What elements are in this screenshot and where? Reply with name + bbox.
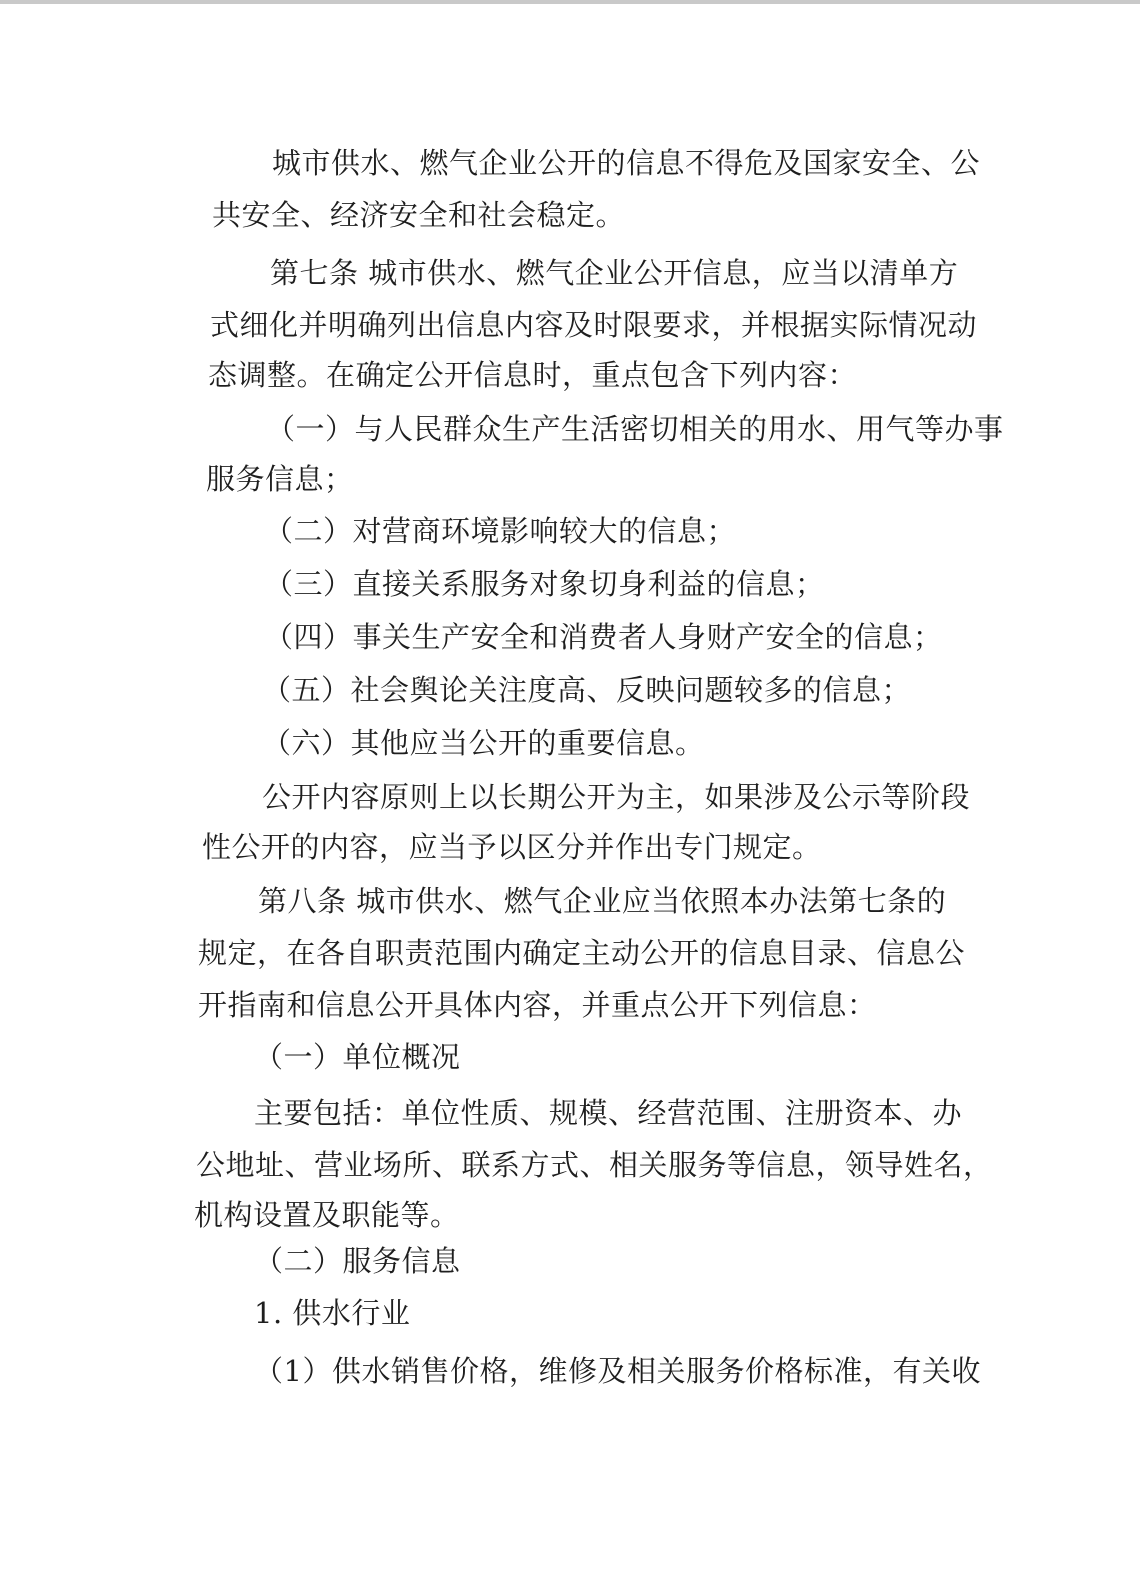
text-line: 态调整。在确定公开信息时，重点包含下列内容： — [208, 358, 858, 392]
text-line: 主要包括：单位性质、规模、经营范围、注册资本、办 — [254, 1096, 963, 1130]
text-line: 机构设置及职能等。 — [194, 1198, 460, 1232]
text-line: 1. 供水行业 — [254, 1296, 411, 1330]
text-line: 性公开的内容，应当予以区分并作出专门规定。 — [202, 830, 822, 864]
text-line: （二）对营商环境影响较大的信息； — [264, 514, 737, 548]
text-line: 公开内容原则上以长期公开为主，如果涉及公示等阶段 — [262, 780, 971, 814]
text-line: （五）社会舆论关注度高、反映问题较多的信息； — [262, 673, 912, 707]
text-line: 式细化并明确列出信息内容及时限要求，并根据实际情况动 — [210, 308, 978, 342]
text-line: （三）直接关系服务对象切身利益的信息； — [264, 567, 825, 601]
text-line: 第八条 城市供水、燃气企业应当依照本办法第七条的 — [258, 884, 947, 918]
text-line: （六）其他应当公开的重要信息。 — [262, 726, 705, 760]
text-line: （四）事关生产安全和消费者人身财产安全的信息； — [264, 620, 943, 654]
text-line: （二）服务信息 — [254, 1244, 461, 1278]
text-line: 第七条 城市供水、燃气企业公开信息，应当以清单方 — [270, 256, 959, 290]
text-line: 共安全、经济安全和社会稳定。 — [212, 198, 626, 232]
text-line: （1）供水销售价格，维修及相关服务价格标准，有关收 — [254, 1354, 981, 1388]
text-line: （一）单位概况 — [254, 1040, 461, 1074]
text-line: 公地址、营业场所、联系方式、相关服务等信息，领导姓名， — [196, 1148, 993, 1182]
text-line: 城市供水、燃气企业公开的信息不得危及国家安全、公 — [272, 146, 981, 180]
text-line: 开指南和信息公开具体内容，并重点公开下列信息： — [198, 988, 877, 1022]
text-line: 服务信息； — [206, 462, 354, 496]
text-line: 规定，在各自职责范围内确定主动公开的信息目录、信息公 — [198, 936, 966, 970]
text-line: （一）与人民群众生产生活密切相关的用水、用气等办事 — [266, 412, 1004, 446]
